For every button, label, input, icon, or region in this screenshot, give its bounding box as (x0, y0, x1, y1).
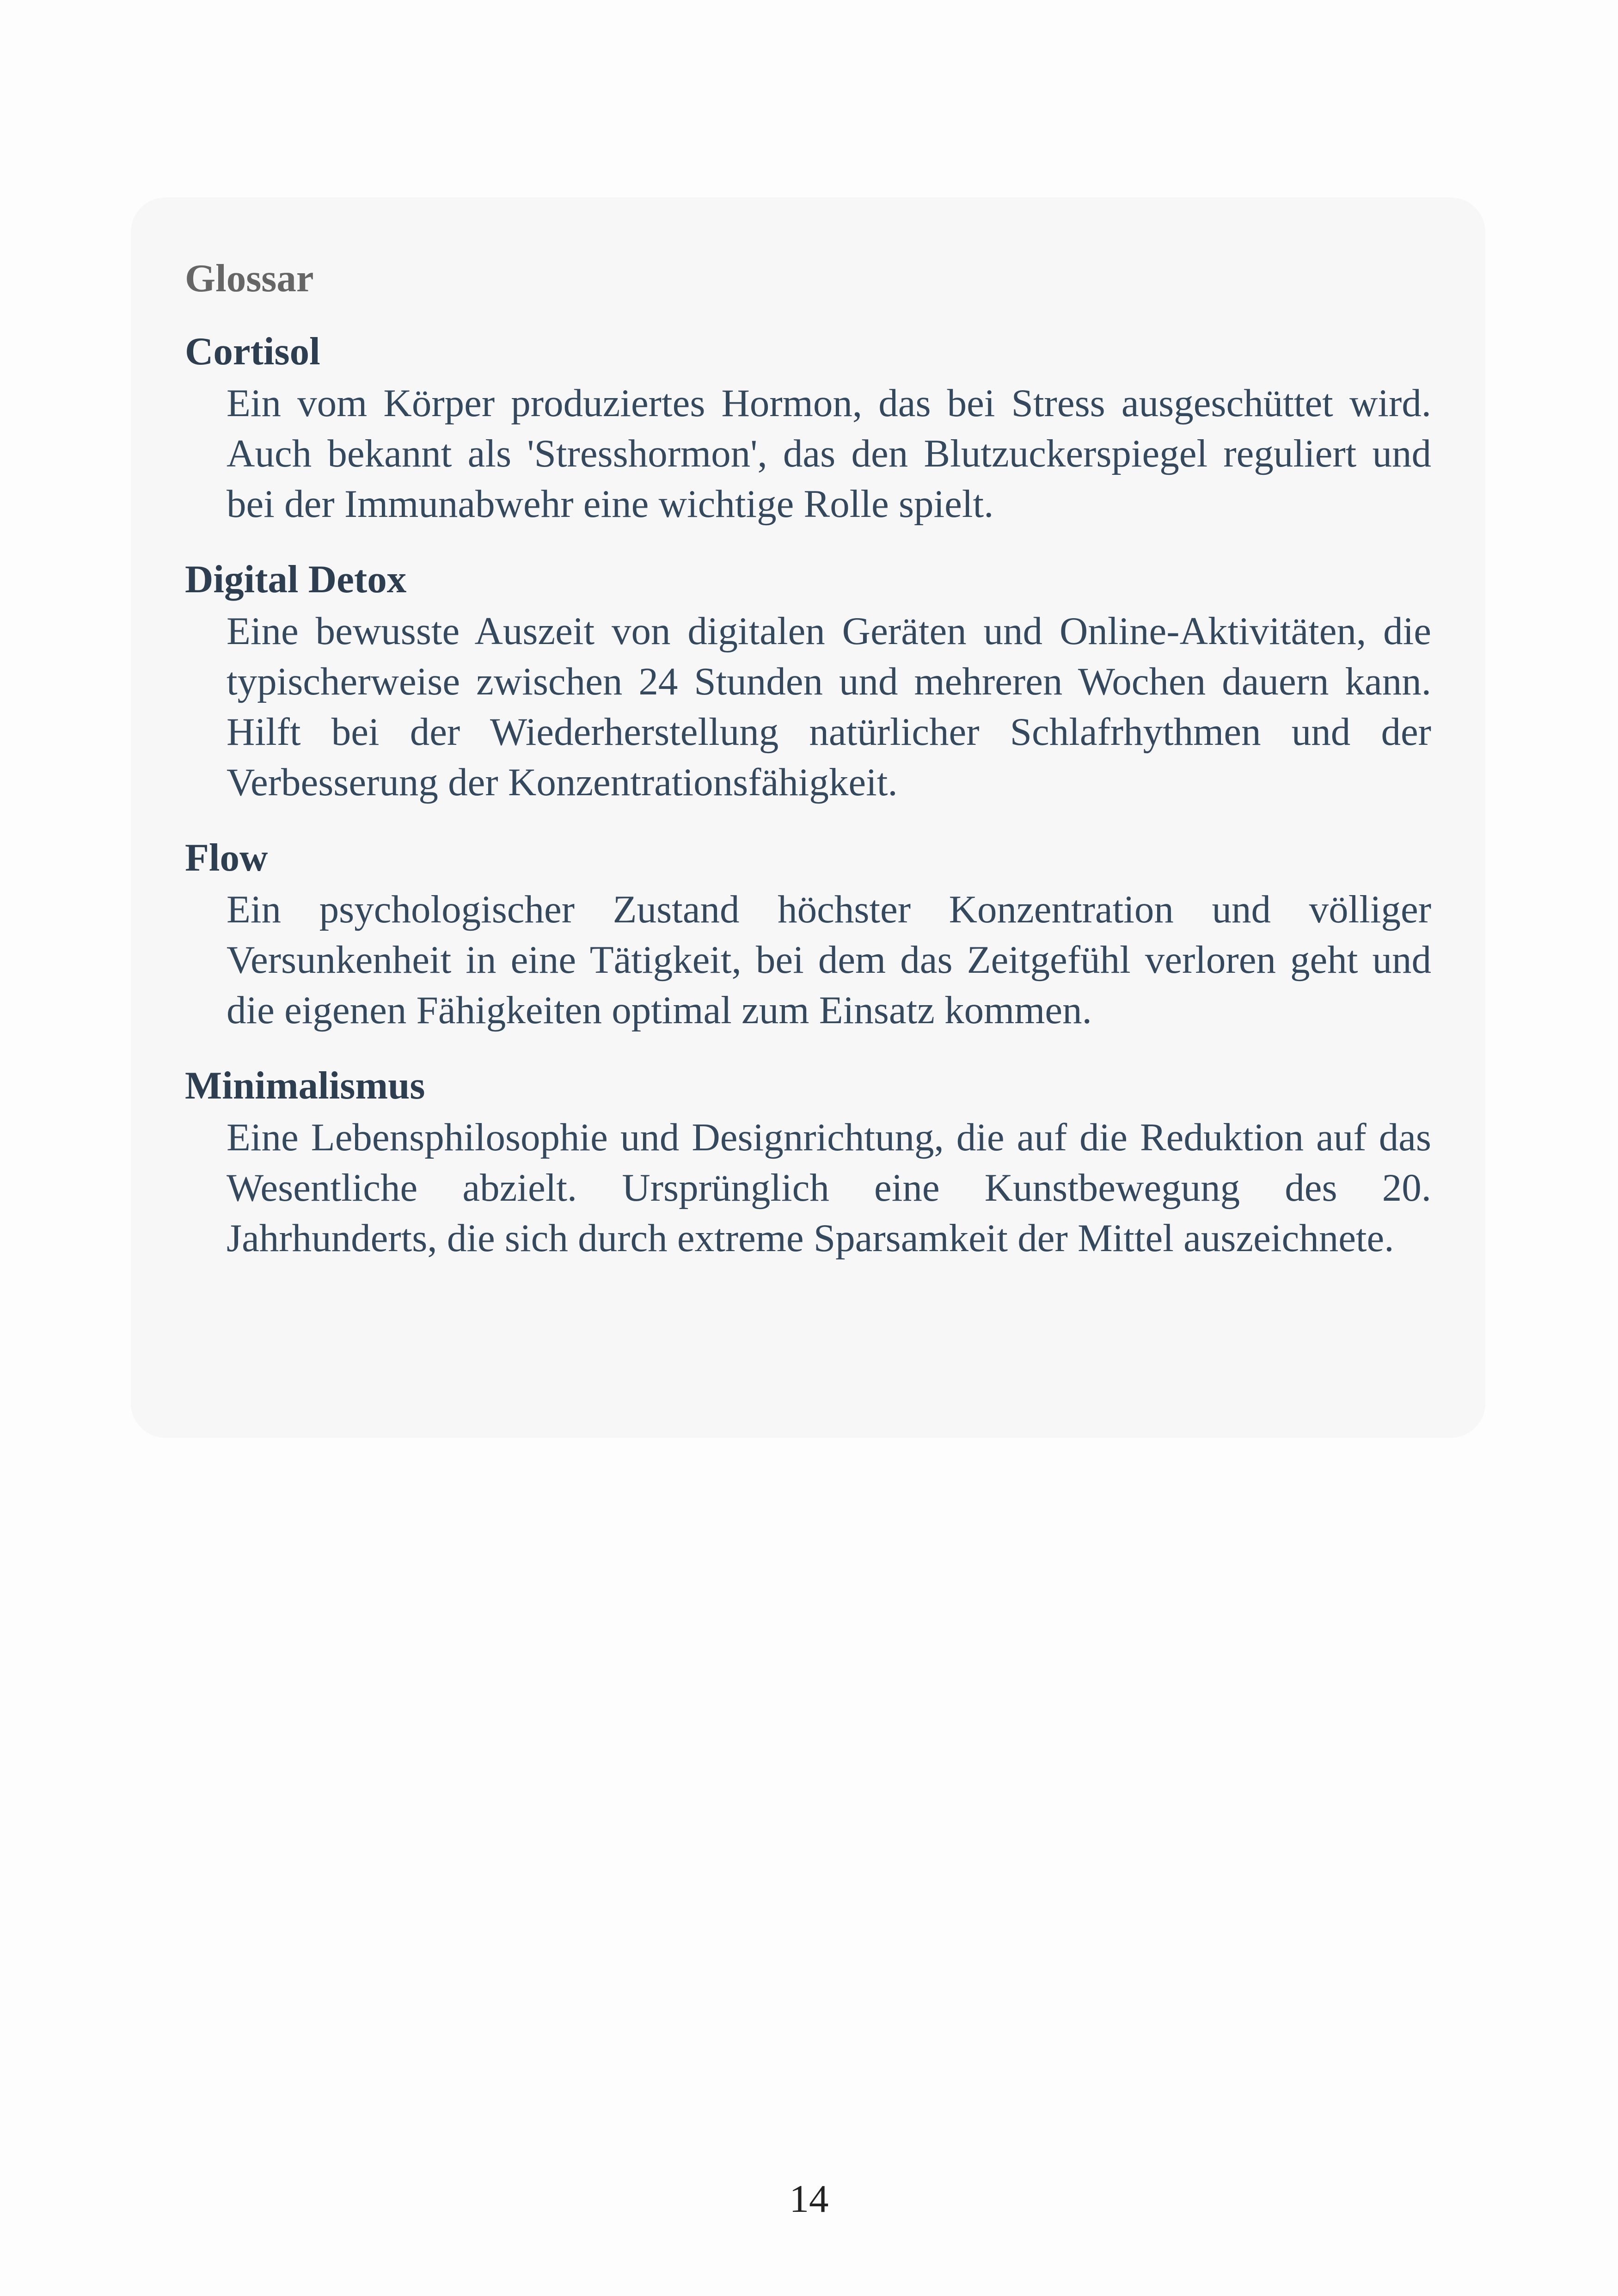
glossary-term: Minimalismus (185, 1064, 425, 1107)
glossary-entry-cortisol (185, 328, 1431, 529)
glossary-entry-flow (185, 835, 1431, 1036)
glossary-entry-digital-detox (185, 556, 1431, 808)
glossary-definition: Eine bewusste Auszeit von digitalen Geräten und Online-Aktivitäten, die typischerweise zwischen 24 Stunden und mehreren Wochen dauern kann. Hilft bei der Wiederherstellung natürlicher Schlafrhythmen und der Verbesserung der Konzentrationsfähigkeit. (227, 609, 1431, 804)
glossary-title: Glossar (185, 257, 314, 300)
glossary-term: Flow (185, 836, 268, 879)
glossary-definition: Ein psychologischer Zustand höchster Konzentration und völliger Versunkenheit in eine Tätigkeit, bei dem das Zeitgefühl verloren geht und die eigenen Fähigkeiten optimal zum Einsatz kommen. (227, 888, 1431, 1032)
glossary-term: Digital Detox (185, 558, 407, 601)
glossary-term: Cortisol (185, 330, 320, 373)
glossary-definition: Eine Lebensphilosophie und Designrichtung, die auf die Reduktion auf das Wesentliche abzielt. Ursprünglich eine Kunstbewegung des 20. Jahrhunderts, die sich durch extreme Sparsamkeit der Mittel auszeichnete. (227, 1116, 1431, 1260)
glossary-entry-minimalismus (185, 1062, 1431, 1264)
page-number: 14 (789, 2177, 829, 2221)
glossary-definition: Ein vom Körper produziertes Hormon, das bei Stress ausgeschüttet wird. Auch bekannt als 'Stresshormon', das den Blutzuckerspiegel reguliert und bei der Immunabwehr eine wichtige Rolle spielt. (227, 381, 1431, 526)
glossary-box (131, 197, 1485, 1438)
